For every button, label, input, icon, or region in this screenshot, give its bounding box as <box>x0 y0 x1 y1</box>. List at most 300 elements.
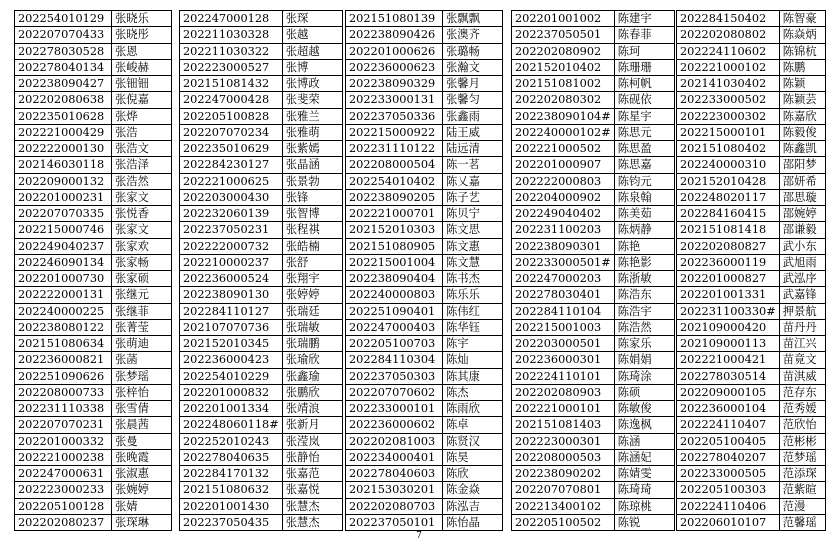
student-id-cell: 202207070335 <box>15 206 112 222</box>
table-row <box>180 76 343 92</box>
table-row <box>512 43 675 59</box>
student-id-cell: 202236000301 <box>512 352 615 368</box>
student-id-cell: 202210000237 <box>180 254 283 270</box>
student-name-cell: 张澳齐 <box>443 27 503 43</box>
student-name-cell: 苗丹丹 <box>779 319 825 335</box>
student-name-cell: 张舒 <box>282 254 342 270</box>
table-row <box>15 336 172 352</box>
student-id-cell: 202209000132 <box>15 173 112 189</box>
student-id-cell: 202284230127 <box>180 157 283 173</box>
student-id-cell: 202236000104 <box>677 401 780 417</box>
table-row <box>180 482 343 498</box>
student-name-cell: 苗江兴 <box>779 336 825 352</box>
table-row <box>15 43 172 59</box>
student-name-cell: 邵婉婷 <box>779 206 825 222</box>
student-id-cell: 202232060139 <box>180 206 283 222</box>
student-id-cell: 202207070602 <box>346 384 443 400</box>
student-id-cell: 202109000113 <box>677 336 780 352</box>
table-row <box>180 189 343 205</box>
table-row <box>677 92 826 108</box>
table-row <box>346 76 503 92</box>
student-name-cell: 陈金焱 <box>443 482 503 498</box>
student-name-cell: 张浩泽 <box>112 157 172 173</box>
student-name-cell: 陈春菲 <box>614 27 674 43</box>
table-row <box>180 141 343 157</box>
table-row <box>512 271 675 287</box>
student-name-cell: 陈杰 <box>443 384 503 400</box>
student-name-cell: 范添琛 <box>779 466 825 482</box>
student-name-cell: 张浩 <box>112 124 172 140</box>
student-id-cell: 202224110407 <box>677 417 780 433</box>
student-name-cell: 范秀嫒 <box>779 401 825 417</box>
student-id-cell: 202141030402 <box>677 76 780 92</box>
table-row <box>677 206 826 222</box>
student-id-cell: 202238090404 <box>346 271 443 287</box>
table-row <box>512 27 675 43</box>
student-id-cell: 202240000102# <box>512 124 615 140</box>
table-row <box>512 108 675 124</box>
student-name-cell: 张倪嘉 <box>112 92 172 108</box>
student-id-cell: 202278030401 <box>512 287 615 303</box>
table-row <box>677 449 826 465</box>
student-id-cell: 202231100330# <box>677 303 780 319</box>
student-name-cell: 陈嘉欣 <box>779 108 825 124</box>
table-row <box>346 189 503 205</box>
student-id-cell: 202237050501 <box>512 27 615 43</box>
student-name-cell: 张越 <box>282 27 342 43</box>
table-row <box>180 173 343 189</box>
table-row <box>346 222 503 238</box>
table-row <box>15 303 172 319</box>
table-row <box>15 482 172 498</box>
student-name-cell: 押景航 <box>779 303 825 319</box>
student-id-cell: 202284110304 <box>346 352 443 368</box>
table-row <box>346 287 503 303</box>
student-id-cell: 202215001004 <box>346 254 443 270</box>
student-id-cell: 202151081002 <box>512 76 615 92</box>
student-name-cell: 陆王威 <box>443 124 503 140</box>
student-name-cell: 陈涵妃 <box>614 449 674 465</box>
table-row <box>15 11 172 27</box>
student-name-cell: 张嘉悦 <box>282 482 342 498</box>
student-id-cell: 202254010229 <box>180 368 283 384</box>
student-id-cell: 202203000430 <box>180 189 283 205</box>
student-name-cell: 张晓彤 <box>112 27 172 43</box>
table-row <box>346 319 503 335</box>
student-name-cell: 陈浩东 <box>614 287 674 303</box>
student-id-cell: 202152010345 <box>180 336 283 352</box>
student-id-cell: 202237050231 <box>180 222 283 238</box>
student-id-cell: 202236000602 <box>346 417 443 433</box>
student-id-cell: 202238090202 <box>512 466 615 482</box>
student-name-cell: 陈思元 <box>614 124 674 140</box>
student-id-cell: 202221000502 <box>512 141 615 157</box>
table-row <box>512 319 675 335</box>
student-name-cell: 陈卓 <box>443 417 503 433</box>
table-row <box>677 11 826 27</box>
student-name-cell: 陈美茹 <box>614 206 674 222</box>
table-row <box>15 417 172 433</box>
student-id-cell: 202223000233 <box>15 482 112 498</box>
table-row <box>677 319 826 335</box>
table-row <box>15 157 172 173</box>
student-name-cell: 陈焱炳 <box>779 27 825 43</box>
student-name-cell: 范梦瑶 <box>779 449 825 465</box>
student-id-cell: 202223000301 <box>512 433 615 449</box>
student-id-cell: 202238090426 <box>346 27 443 43</box>
table-row <box>180 287 343 303</box>
student-name-cell: 邵思璇 <box>779 189 825 205</box>
student-id-cell: 202236000524 <box>180 271 283 287</box>
table-row <box>180 466 343 482</box>
table-row <box>346 449 503 465</box>
table-row <box>346 336 503 352</box>
student-name-cell: 陈家乐 <box>614 336 674 352</box>
student-id-cell: 202278030528 <box>15 43 112 59</box>
student-id-cell: 202215001003 <box>512 319 615 335</box>
student-id-cell: 202107070736 <box>180 319 283 335</box>
student-name-cell: 陈怡晶 <box>443 514 503 530</box>
student-name-cell: 陈思嘉 <box>614 157 674 173</box>
table-row <box>15 27 172 43</box>
student-id-cell: 202202080237 <box>15 514 112 530</box>
table-row <box>677 59 826 75</box>
table-row <box>677 238 826 254</box>
student-name-cell: 陈颖芸 <box>779 92 825 108</box>
student-name-cell: 张继元 <box>112 287 172 303</box>
student-id-cell: 202202081003 <box>346 433 443 449</box>
student-id-cell: 202247000403 <box>346 319 443 335</box>
student-id-cell: 202207070234 <box>180 124 283 140</box>
student-id-cell: 202223000527 <box>180 59 283 75</box>
table-row <box>180 417 343 433</box>
student-name-cell: 陈敏俊 <box>614 401 674 417</box>
student-name-cell: 范欣怡 <box>779 417 825 433</box>
student-id-cell: 202252010243 <box>180 433 283 449</box>
table-row <box>346 238 503 254</box>
student-id-cell: 202201000832 <box>180 384 283 400</box>
student-id-cell: 202284150402 <box>677 11 780 27</box>
table-row <box>677 222 826 238</box>
student-name-cell: 陈琼桃 <box>614 498 674 514</box>
student-id-cell: 202221000421 <box>677 352 780 368</box>
student-id-cell: 202205100703 <box>346 336 443 352</box>
student-id-cell: 202278030514 <box>677 368 780 384</box>
student-name-cell: 陈锐 <box>614 514 674 530</box>
student-name-cell: 张嘉范 <box>282 466 342 482</box>
student-name-cell: 张博政 <box>282 76 342 92</box>
student-name-cell: 张馨匀 <box>443 92 503 108</box>
table-row <box>677 173 826 189</box>
student-name-cell: 张馨月 <box>443 76 503 92</box>
student-id-cell: 202247000203 <box>512 271 615 287</box>
table-row <box>512 466 675 482</box>
student-id-cell: 202249040237 <box>15 238 112 254</box>
student-id-cell: 202208000503 <box>512 449 615 465</box>
student-id-cell: 202246090134 <box>15 254 112 270</box>
table-row <box>346 401 503 417</box>
student-id-cell: 202247000631 <box>15 466 112 482</box>
student-id-cell: 202247000128 <box>180 11 283 27</box>
student-id-cell: 202211030328 <box>180 27 283 43</box>
table-row <box>180 498 343 514</box>
student-name-cell: 张瑞廷 <box>282 303 342 319</box>
student-name-cell: 张家文 <box>112 222 172 238</box>
student-name-cell: 陆远清 <box>443 141 503 157</box>
student-id-cell: 202205100303 <box>677 482 780 498</box>
table-row <box>180 336 343 352</box>
table-row <box>180 11 343 27</box>
student-id-cell: 202151080139 <box>346 11 443 27</box>
student-name-cell: 陈书杰 <box>443 271 503 287</box>
table-row <box>346 498 503 514</box>
student-id-cell: 202240000310 <box>677 157 780 173</box>
student-name-cell: 陈琦涂 <box>614 368 674 384</box>
student-id-cell: 202233000501# <box>512 254 615 270</box>
student-name-cell: 陈宇 <box>443 336 503 352</box>
table-row <box>15 59 172 75</box>
student-id-cell: 202215000746 <box>15 222 112 238</box>
student-name-cell: 陈文慧 <box>443 254 503 270</box>
student-name-cell: 张新月 <box>282 417 342 433</box>
table-row <box>180 303 343 319</box>
student-id-cell: 202248020117 <box>677 189 780 205</box>
student-id-cell: 202240000803 <box>346 287 443 303</box>
table-row <box>677 108 826 124</box>
student-name-cell: 张皓楠 <box>282 238 342 254</box>
table-row <box>346 11 503 27</box>
student-name-cell: 张雅兰 <box>282 108 342 124</box>
student-name-cell: 陈浩宇 <box>614 303 674 319</box>
student-id-cell: 202224110101 <box>512 368 615 384</box>
student-id-cell: 202238090301 <box>512 238 615 254</box>
student-name-cell: 张晚霞 <box>112 449 172 465</box>
table-row <box>512 287 675 303</box>
table-row <box>512 124 675 140</box>
student-id-cell: 202254010129 <box>15 11 112 27</box>
table-row <box>677 157 826 173</box>
table-row <box>512 222 675 238</box>
student-id-cell: 202254010402 <box>346 173 443 189</box>
student-id-cell: 202213400102 <box>512 498 615 514</box>
roster-table-1 <box>14 10 172 531</box>
student-id-cell: 202201000907 <box>512 157 615 173</box>
table-row <box>15 287 172 303</box>
table-row <box>15 206 172 222</box>
student-name-cell: 陈乐乐 <box>443 287 503 303</box>
student-id-cell: 202205100828 <box>180 108 283 124</box>
student-name-cell: 苗淇威 <box>779 368 825 384</box>
roster-table-5 <box>676 10 826 531</box>
student-id-cell: 202238090329 <box>346 76 443 92</box>
student-id-cell: 202236000821 <box>15 352 112 368</box>
student-id-cell: 202223000302 <box>677 108 780 124</box>
student-id-cell: 202151081432 <box>180 76 283 92</box>
student-id-cell: 202201001430 <box>180 498 283 514</box>
student-id-cell: 202151081418 <box>677 222 780 238</box>
student-name-cell: 张静怡 <box>282 449 342 465</box>
student-name-cell: 陈华钰 <box>443 319 503 335</box>
student-id-cell: 202202080802 <box>677 27 780 43</box>
table-row <box>180 368 343 384</box>
student-id-cell: 202284110104 <box>512 303 615 319</box>
student-name-cell: 陈贝宁 <box>443 206 503 222</box>
student-id-cell: 202236000119 <box>677 254 780 270</box>
roster-table-4 <box>511 10 675 531</box>
table-row <box>512 11 675 27</box>
table-row <box>15 271 172 287</box>
table-row <box>180 514 343 530</box>
student-name-cell: 张程祺 <box>282 222 342 238</box>
table-row <box>180 238 343 254</box>
table-row <box>346 59 503 75</box>
table-row <box>677 287 826 303</box>
table-row <box>512 141 675 157</box>
table-row <box>677 401 826 417</box>
student-id-cell: 202201000231 <box>15 189 112 205</box>
roster-table-3 <box>345 10 503 531</box>
student-id-cell: 202237050435 <box>180 514 283 530</box>
student-name-cell: 张梓怡 <box>112 384 172 400</box>
student-id-cell: 202201000626 <box>346 43 443 59</box>
table-row <box>677 433 826 449</box>
student-id-cell: 202207070801 <box>512 482 615 498</box>
student-name-cell: 苗竟文 <box>779 352 825 368</box>
student-name-cell: 武旭雨 <box>779 254 825 270</box>
student-id-cell: 202152010303 <box>346 222 443 238</box>
table-row <box>512 449 675 465</box>
student-name-cell: 陈泉翰 <box>614 189 674 205</box>
student-id-cell: 202247000428 <box>180 92 283 108</box>
student-id-cell: 202201000332 <box>15 433 112 449</box>
student-name-cell: 张菁莹 <box>112 319 172 335</box>
student-name-cell: 张瑞敏 <box>282 319 342 335</box>
student-name-cell: 张滢岚 <box>282 433 342 449</box>
table-row <box>512 92 675 108</box>
table-row <box>346 27 503 43</box>
student-name-cell: 陈砚依 <box>614 92 674 108</box>
student-name-cell: 张鹏欣 <box>282 384 342 400</box>
table-row <box>346 271 503 287</box>
student-id-cell: 202222000803 <box>512 173 615 189</box>
student-id-cell: 202204000902 <box>512 189 615 205</box>
student-id-cell: 202233000101 <box>346 401 443 417</box>
student-name-cell: 陈乂嘉 <box>443 173 503 189</box>
table-row <box>180 352 343 368</box>
table-row <box>15 238 172 254</box>
table-row <box>15 466 172 482</box>
student-id-cell: 202151080634 <box>15 336 112 352</box>
student-name-cell: 陈鹏 <box>779 59 825 75</box>
table-row <box>15 384 172 400</box>
student-id-cell: 202236000423 <box>180 352 283 368</box>
table-row <box>180 157 343 173</box>
student-id-cell: 202201001002 <box>512 11 615 27</box>
student-name-cell: 张恩 <box>112 43 172 59</box>
student-name-cell: 张悦香 <box>112 206 172 222</box>
student-name-cell: 陈珂 <box>614 43 674 59</box>
table-row <box>15 352 172 368</box>
table-row <box>180 124 343 140</box>
table-row <box>512 303 675 319</box>
student-name-cell: 陈柯帆 <box>614 76 674 92</box>
student-id-cell: 202208000733 <box>15 384 112 400</box>
table-row <box>512 336 675 352</box>
student-name-cell: 张雪倩 <box>112 401 172 417</box>
student-id-cell: 202202080827 <box>677 238 780 254</box>
table-row <box>15 498 172 514</box>
table-row <box>180 222 343 238</box>
table-row <box>180 27 343 43</box>
student-name-cell: 陈欣 <box>443 466 503 482</box>
table-row <box>15 449 172 465</box>
table-row <box>677 189 826 205</box>
student-id-cell: 202238080122 <box>15 319 112 335</box>
student-name-cell: 张曼 <box>112 433 172 449</box>
table-row <box>15 433 172 449</box>
student-name-cell: 张婷婷 <box>282 287 342 303</box>
student-name-cell: 张雅萌 <box>282 124 342 140</box>
table-row <box>677 124 826 140</box>
table-row <box>677 303 826 319</box>
table-row <box>346 417 503 433</box>
student-id-cell: 202208000504 <box>346 157 443 173</box>
student-id-cell: 202207070433 <box>15 27 112 43</box>
student-name-cell: 陈琦琦 <box>614 482 674 498</box>
student-id-cell: 202234000401 <box>346 449 443 465</box>
table-row <box>180 92 343 108</box>
student-roster-tables <box>14 10 826 529</box>
student-id-cell: 202231110338 <box>15 401 112 417</box>
table-row <box>346 514 503 530</box>
student-name-cell: 陈珊珊 <box>614 59 674 75</box>
table-row <box>346 303 503 319</box>
student-id-cell: 202151080402 <box>677 141 780 157</box>
student-name-cell: 陈钧元 <box>614 173 674 189</box>
table-row <box>15 173 172 189</box>
student-id-cell: 202224110406 <box>677 498 780 514</box>
student-id-cell: 202205100405 <box>677 433 780 449</box>
student-id-cell: 202240000225 <box>15 303 112 319</box>
student-id-cell: 202235010628 <box>15 108 112 124</box>
student-name-cell: 陈炳静 <box>614 222 674 238</box>
table-row <box>346 352 503 368</box>
student-id-cell: 202152010428 <box>677 173 780 189</box>
student-id-cell: 202284170132 <box>180 466 283 482</box>
table-row <box>15 108 172 124</box>
student-id-cell: 202231110122 <box>346 141 443 157</box>
student-name-cell: 张飘飘 <box>443 11 503 27</box>
student-name-cell: 范存东 <box>779 384 825 400</box>
table-row <box>512 76 675 92</box>
table-row <box>15 189 172 205</box>
student-id-cell: 202278040603 <box>346 466 443 482</box>
student-name-cell: 张斐荣 <box>282 92 342 108</box>
student-name-cell: 范馨瑶 <box>779 514 825 530</box>
student-name-cell: 张家畅 <box>112 254 172 270</box>
student-name-cell: 陈文思 <box>443 222 503 238</box>
student-name-cell: 张智博 <box>282 206 342 222</box>
student-name-cell: 范漫 <box>779 498 825 514</box>
student-name-cell: 张菡 <box>112 352 172 368</box>
student-name-cell: 张翔宇 <box>282 271 342 287</box>
table-row <box>346 254 503 270</box>
student-id-cell: 202249040402 <box>512 206 615 222</box>
table-row <box>15 401 172 417</box>
student-id-cell: 202202080903 <box>512 384 615 400</box>
table-row <box>15 92 172 108</box>
student-id-cell: 202201001331 <box>677 287 780 303</box>
